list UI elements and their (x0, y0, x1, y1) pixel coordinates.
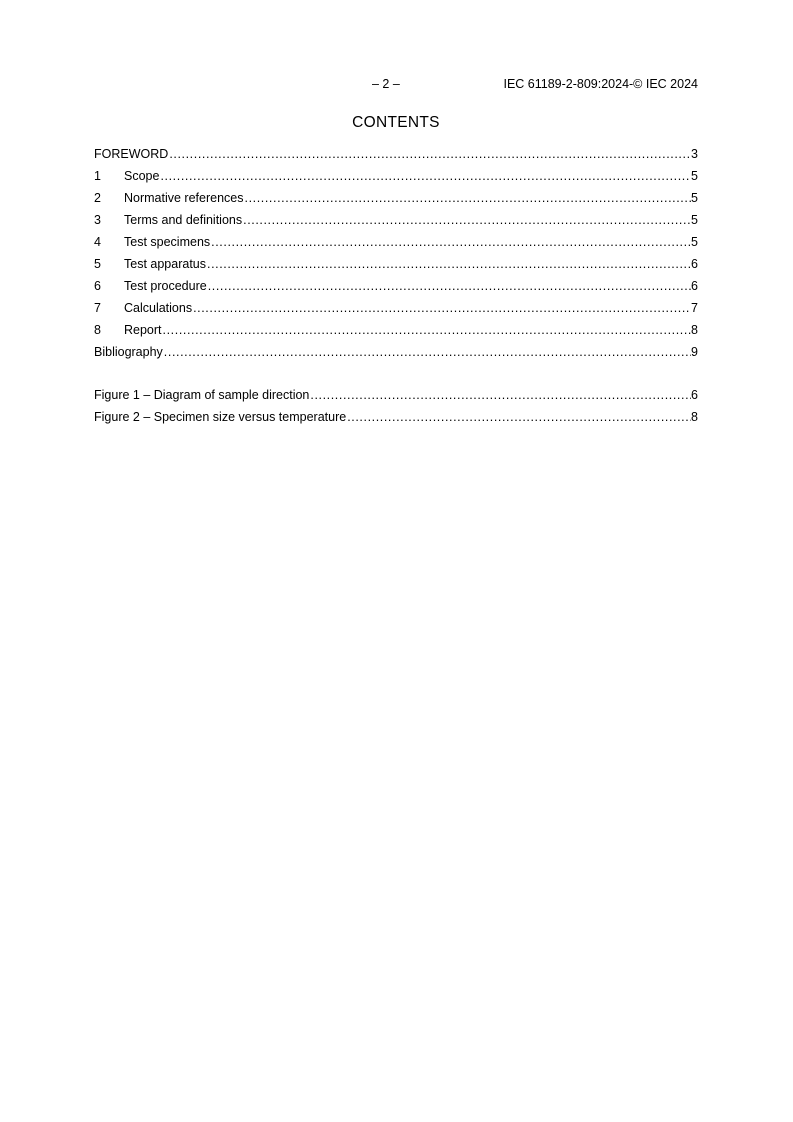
toc-entry-page: 9 (691, 345, 698, 359)
toc-entry-label: Test apparatus (124, 257, 206, 271)
toc-entry-number: 4 (94, 235, 101, 249)
toc-entry-test-procedure[interactable] (94, 276, 698, 298)
document-reference: IEC 61189-2-809:2024-© IEC 2024 (503, 77, 698, 91)
dot-leader (208, 276, 691, 296)
figure-entry-2[interactable] (94, 407, 698, 429)
contents-title: CONTENTS (352, 114, 440, 131)
toc-entry-label: Test procedure (124, 279, 207, 293)
figure-entry-page: 6 (691, 388, 698, 402)
toc-entry-test-apparatus[interactable] (94, 254, 698, 276)
toc-entry-report[interactable] (94, 320, 698, 342)
toc-entry-page: 5 (691, 169, 698, 183)
toc-entry-label: Bibliography (94, 345, 163, 359)
toc-entry-label: Normative references (124, 191, 244, 205)
table-of-contents (94, 144, 698, 364)
toc-entry-page: 6 (691, 257, 698, 271)
toc-entry-label: Test specimens (124, 235, 211, 249)
toc-entry-page: 6 (691, 279, 698, 293)
page-header (94, 75, 698, 93)
dot-leader (193, 298, 691, 318)
toc-entry-label: Terms and definitions (124, 213, 243, 227)
dot-leader (160, 166, 691, 186)
dot-leader (207, 254, 691, 274)
dot-leader (310, 385, 691, 405)
dot-leader (243, 210, 691, 230)
toc-entry-test-specimens[interactable] (94, 232, 698, 254)
dot-leader (245, 188, 692, 208)
toc-entry-label: FOREWORD (94, 147, 169, 161)
toc-entry-terms-and-definitions[interactable] (94, 210, 698, 232)
toc-entry-number: 8 (94, 323, 101, 337)
toc-entry-label: Calculations (124, 301, 193, 315)
toc-entry-label: Scope (124, 169, 160, 183)
list-of-figures (94, 385, 698, 429)
toc-entry-number: 3 (94, 213, 101, 227)
toc-entry-bibliography[interactable] (94, 342, 698, 364)
dot-leader (163, 320, 692, 340)
toc-entry-number: 6 (94, 279, 101, 293)
dot-leader (164, 342, 691, 362)
dot-leader (347, 407, 691, 427)
toc-entry-normative-references[interactable] (94, 188, 698, 210)
figure-entry-label: Figure 2 – Specimen size versus temperature (94, 410, 347, 424)
toc-entry-page: 3 (691, 147, 698, 161)
figure-entry-label: Figure 1 – Diagram of sample direction (94, 388, 310, 402)
toc-entry-number: 1 (94, 169, 101, 183)
toc-entry-scope[interactable] (94, 166, 698, 188)
toc-entry-page: 7 (691, 301, 698, 315)
toc-entry-number: 7 (94, 301, 101, 315)
toc-entry-page: 5 (691, 213, 698, 227)
figure-entry-page: 8 (691, 410, 698, 424)
toc-entry-page: 5 (691, 235, 698, 249)
toc-entry-page: 8 (691, 323, 698, 337)
toc-entry-calculations[interactable] (94, 298, 698, 320)
toc-entry-page: 5 (691, 191, 698, 205)
toc-entry-number: 2 (94, 191, 101, 205)
toc-entry-number: 5 (94, 257, 101, 271)
toc-entry-foreword[interactable] (94, 144, 698, 166)
toc-entry-label: Report (124, 323, 162, 337)
figure-entry-1[interactable] (94, 385, 698, 407)
page-number: – 2 – (372, 77, 400, 91)
dot-leader (211, 232, 691, 252)
dot-leader (169, 144, 691, 164)
